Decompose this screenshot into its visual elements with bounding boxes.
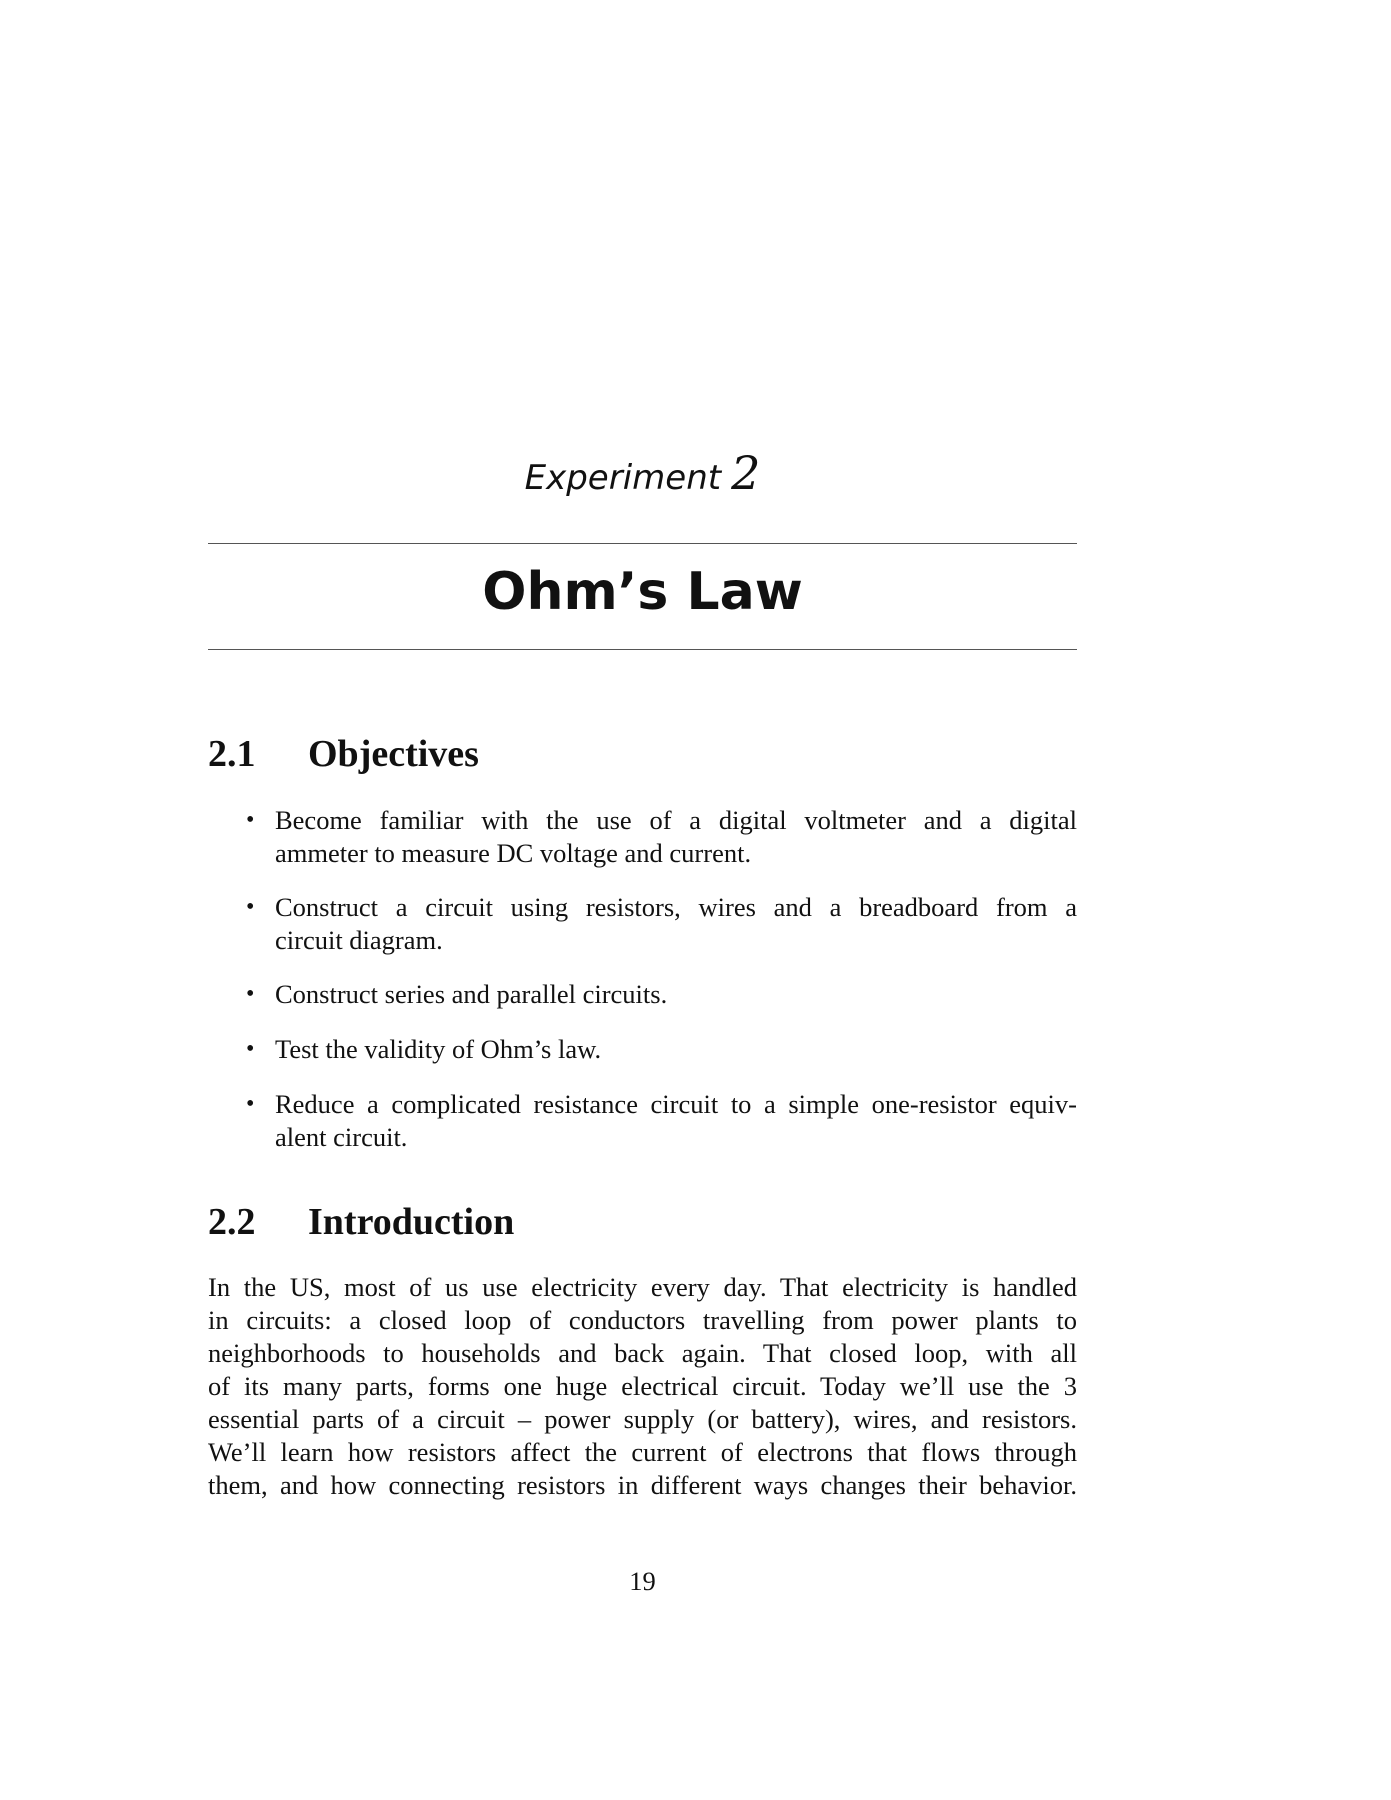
paragraph-line: in circuits: a closed loop of conductors travelling from power plants to: [208, 1305, 1077, 1335]
page-number: 19: [629, 1566, 656, 1596]
paragraph-line: of its many parts, forms one huge electrical circuit. Today we’ll use the 3: [208, 1371, 1077, 1401]
chapter-label: [208, 446, 1077, 500]
paragraph-line: In the US, most of us use electricity every day. That electricity is handled: [208, 1272, 1077, 1302]
title-rule-top: [208, 543, 1077, 544]
list-item-cont: alent circuit.: [275, 1122, 408, 1152]
chapter-title: Ohm’s Law: [482, 562, 803, 622]
title-rule-bottom: [208, 649, 1077, 650]
section-heading-introduction: [208, 1200, 514, 1244]
list-item: Become familiar with the use of a digital voltmeter and a digital: [275, 805, 1077, 835]
bullet-icon: •: [246, 1091, 255, 1117]
section-number: 2.2: [208, 1201, 256, 1243]
bullet-icon: •: [246, 1036, 255, 1062]
list-item: Construct a circuit using resistors, wires and a breadboard from a: [275, 892, 1077, 922]
list-item: Construct series and parallel circuits.: [275, 979, 668, 1009]
paragraph-line: We’ll learn how resistors affect the current of electrons that flows through: [208, 1437, 1077, 1467]
chapter-label-text: Experiment: [524, 458, 722, 498]
bullet-icon: •: [246, 981, 255, 1007]
section-number: 2.1: [208, 733, 256, 775]
chapter-number: 2: [731, 446, 761, 500]
section-title: Objectives: [308, 733, 479, 775]
list-item: Test the validity of Ohm’s law.: [275, 1034, 602, 1064]
bullet-icon: •: [246, 894, 255, 920]
paragraph-line: neighborhoods to households and back again. That closed loop, with all: [208, 1338, 1077, 1368]
section-heading-objectives: [208, 732, 479, 776]
list-item: Reduce a complicated resistance circuit to a simple one-resistor equiv-: [275, 1089, 1077, 1119]
list-item-cont: ammeter to measure DC voltage and current.: [275, 838, 752, 868]
paragraph-line: them, and how connecting resistors in different ways changes their behavior.: [208, 1470, 1077, 1500]
paragraph-line: essential parts of a circuit – power supply (or battery), wires, and resistors.: [208, 1404, 1077, 1434]
bullet-icon: •: [246, 807, 255, 833]
section-title: Introduction: [308, 1201, 515, 1243]
list-item-cont: circuit diagram.: [275, 925, 443, 955]
